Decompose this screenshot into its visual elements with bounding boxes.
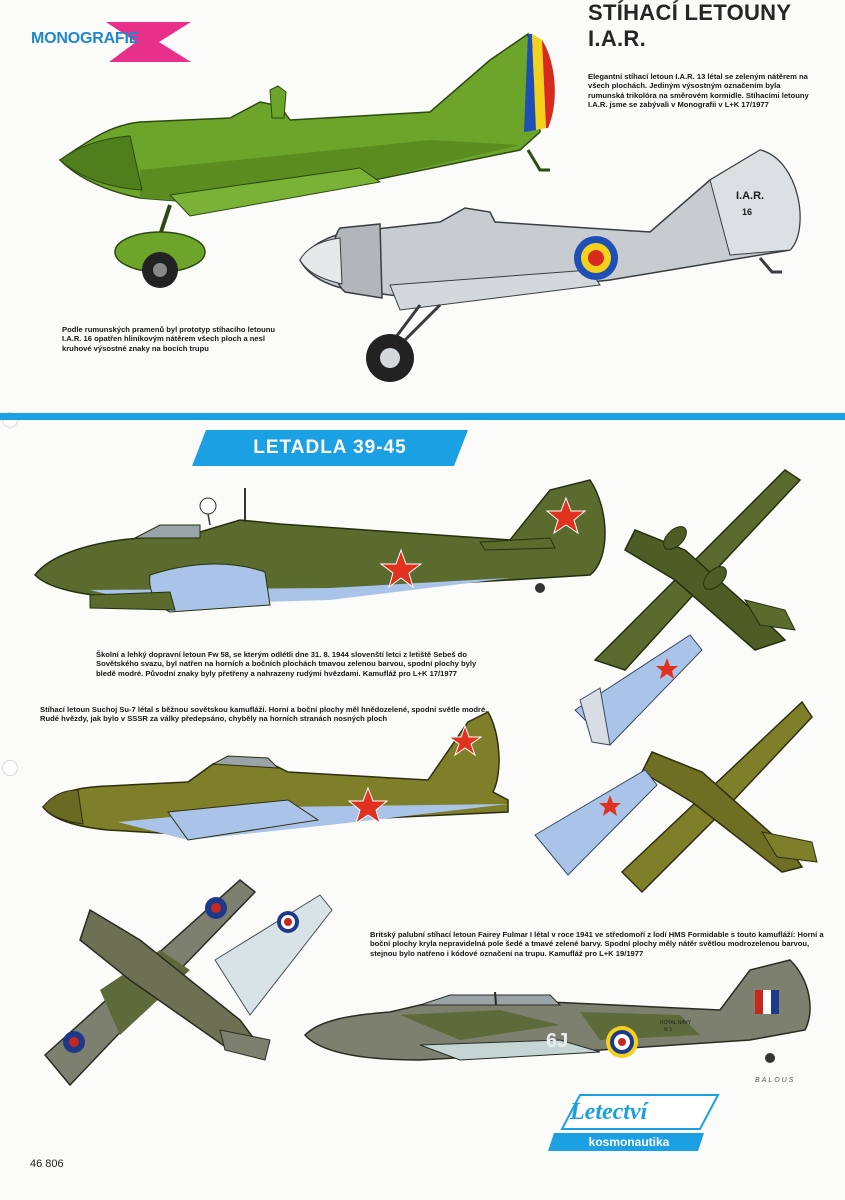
fulmar-code-letters: 6J bbox=[546, 1030, 569, 1052]
page-code: 46 806 bbox=[30, 1158, 64, 1170]
brand-logo bbox=[540, 1095, 718, 1157]
punch-hole-bottom bbox=[2, 760, 18, 776]
su7-side-illustration bbox=[38, 712, 518, 857]
page-title bbox=[588, 0, 838, 52]
page-title-line1: STÍHACÍ LETOUNY bbox=[588, 0, 792, 25]
caption-fw58: Školní a lehký dopravní letoun Fw 58, se kterým odlétli dne 31. 8. 1944 slovenští letci z letiště Sebeš do Sovětského svazu, byl natřen na horních a bočních plochách tmavou zelenou barvou, spodní plochy byly bledě modré. Původní znaky byly přetřeny a nahrazeny rudými hvězdami. Kamufláž pro L+K 17/1977 bbox=[96, 650, 477, 678]
page-title-line2: I.A.R. bbox=[588, 26, 647, 51]
iar16-illustration bbox=[290, 150, 810, 390]
brand-logo-top: Letectví bbox=[570, 1099, 648, 1125]
caption-fulmar: Britský palubní stíhací letoun Fairey Fulmar I létal v roce 1941 ve středomoří z lodí HMS Formidable s touto kamufláží: Horní a boční plochy kryla nepravidelná pole šedé a tmavé zelené barvy. Spodní plochy měly nátěr světlou modrozelenou barvou, stejnou bylo natřeno i kódové označení na trupu. Kamufláž pro L+K 19/1977 bbox=[370, 930, 824, 958]
caption-iar13: Elegantní stíhací letoun I.A.R. 13 létal se zeleným nátěrem na všech plochách. Jediným výsostným označením byla rumunská trikolóra na směrovém kormidle. Stíhacími letouny I.A.R. jsme se zabývali v Monografii v L+K 17/1977 bbox=[588, 72, 809, 110]
brand-logo-bottom: kosmonautika bbox=[588, 1135, 670, 1149]
section-banner-text: LETADLA 39-45 bbox=[253, 437, 407, 458]
iar16-tail-marking: I.A.R. bbox=[736, 190, 765, 202]
section-banner bbox=[192, 430, 468, 466]
caption-su7: Stíhací letoun Suchoj Su-7 létal s běžnou sovětskou kamufláží. Horní a boční plochy měl hnědozelené, spodní světle modré. Rudé hvězdy, jak bylo v SSSR za války předepsáno, chyběly na horních stranách nosných ploch bbox=[40, 705, 488, 724]
su7-underwing-illustration bbox=[530, 765, 660, 885]
fw58-side-illustration bbox=[30, 480, 610, 640]
fulmar-unit-text: ROYAL NAVY bbox=[660, 1020, 692, 1026]
artist-signature: BALOUS bbox=[755, 1077, 796, 1084]
iar16-tail-number: 16 bbox=[742, 207, 753, 217]
fulmar-side-illustration bbox=[300, 960, 820, 1070]
caption-iar16: Podle rumunských pramenů byl prototyp stíhacího letounu I.A.R. 16 opatřen hliníkovým nátěrem všech ploch a nesl kruhové výsostné znaky na bocích trupu bbox=[62, 325, 276, 353]
section-divider bbox=[0, 413, 845, 420]
monografie-logo-text: MONOGRAFIE bbox=[31, 30, 140, 47]
fulmar-serial-text: N 3 bbox=[664, 1027, 672, 1033]
